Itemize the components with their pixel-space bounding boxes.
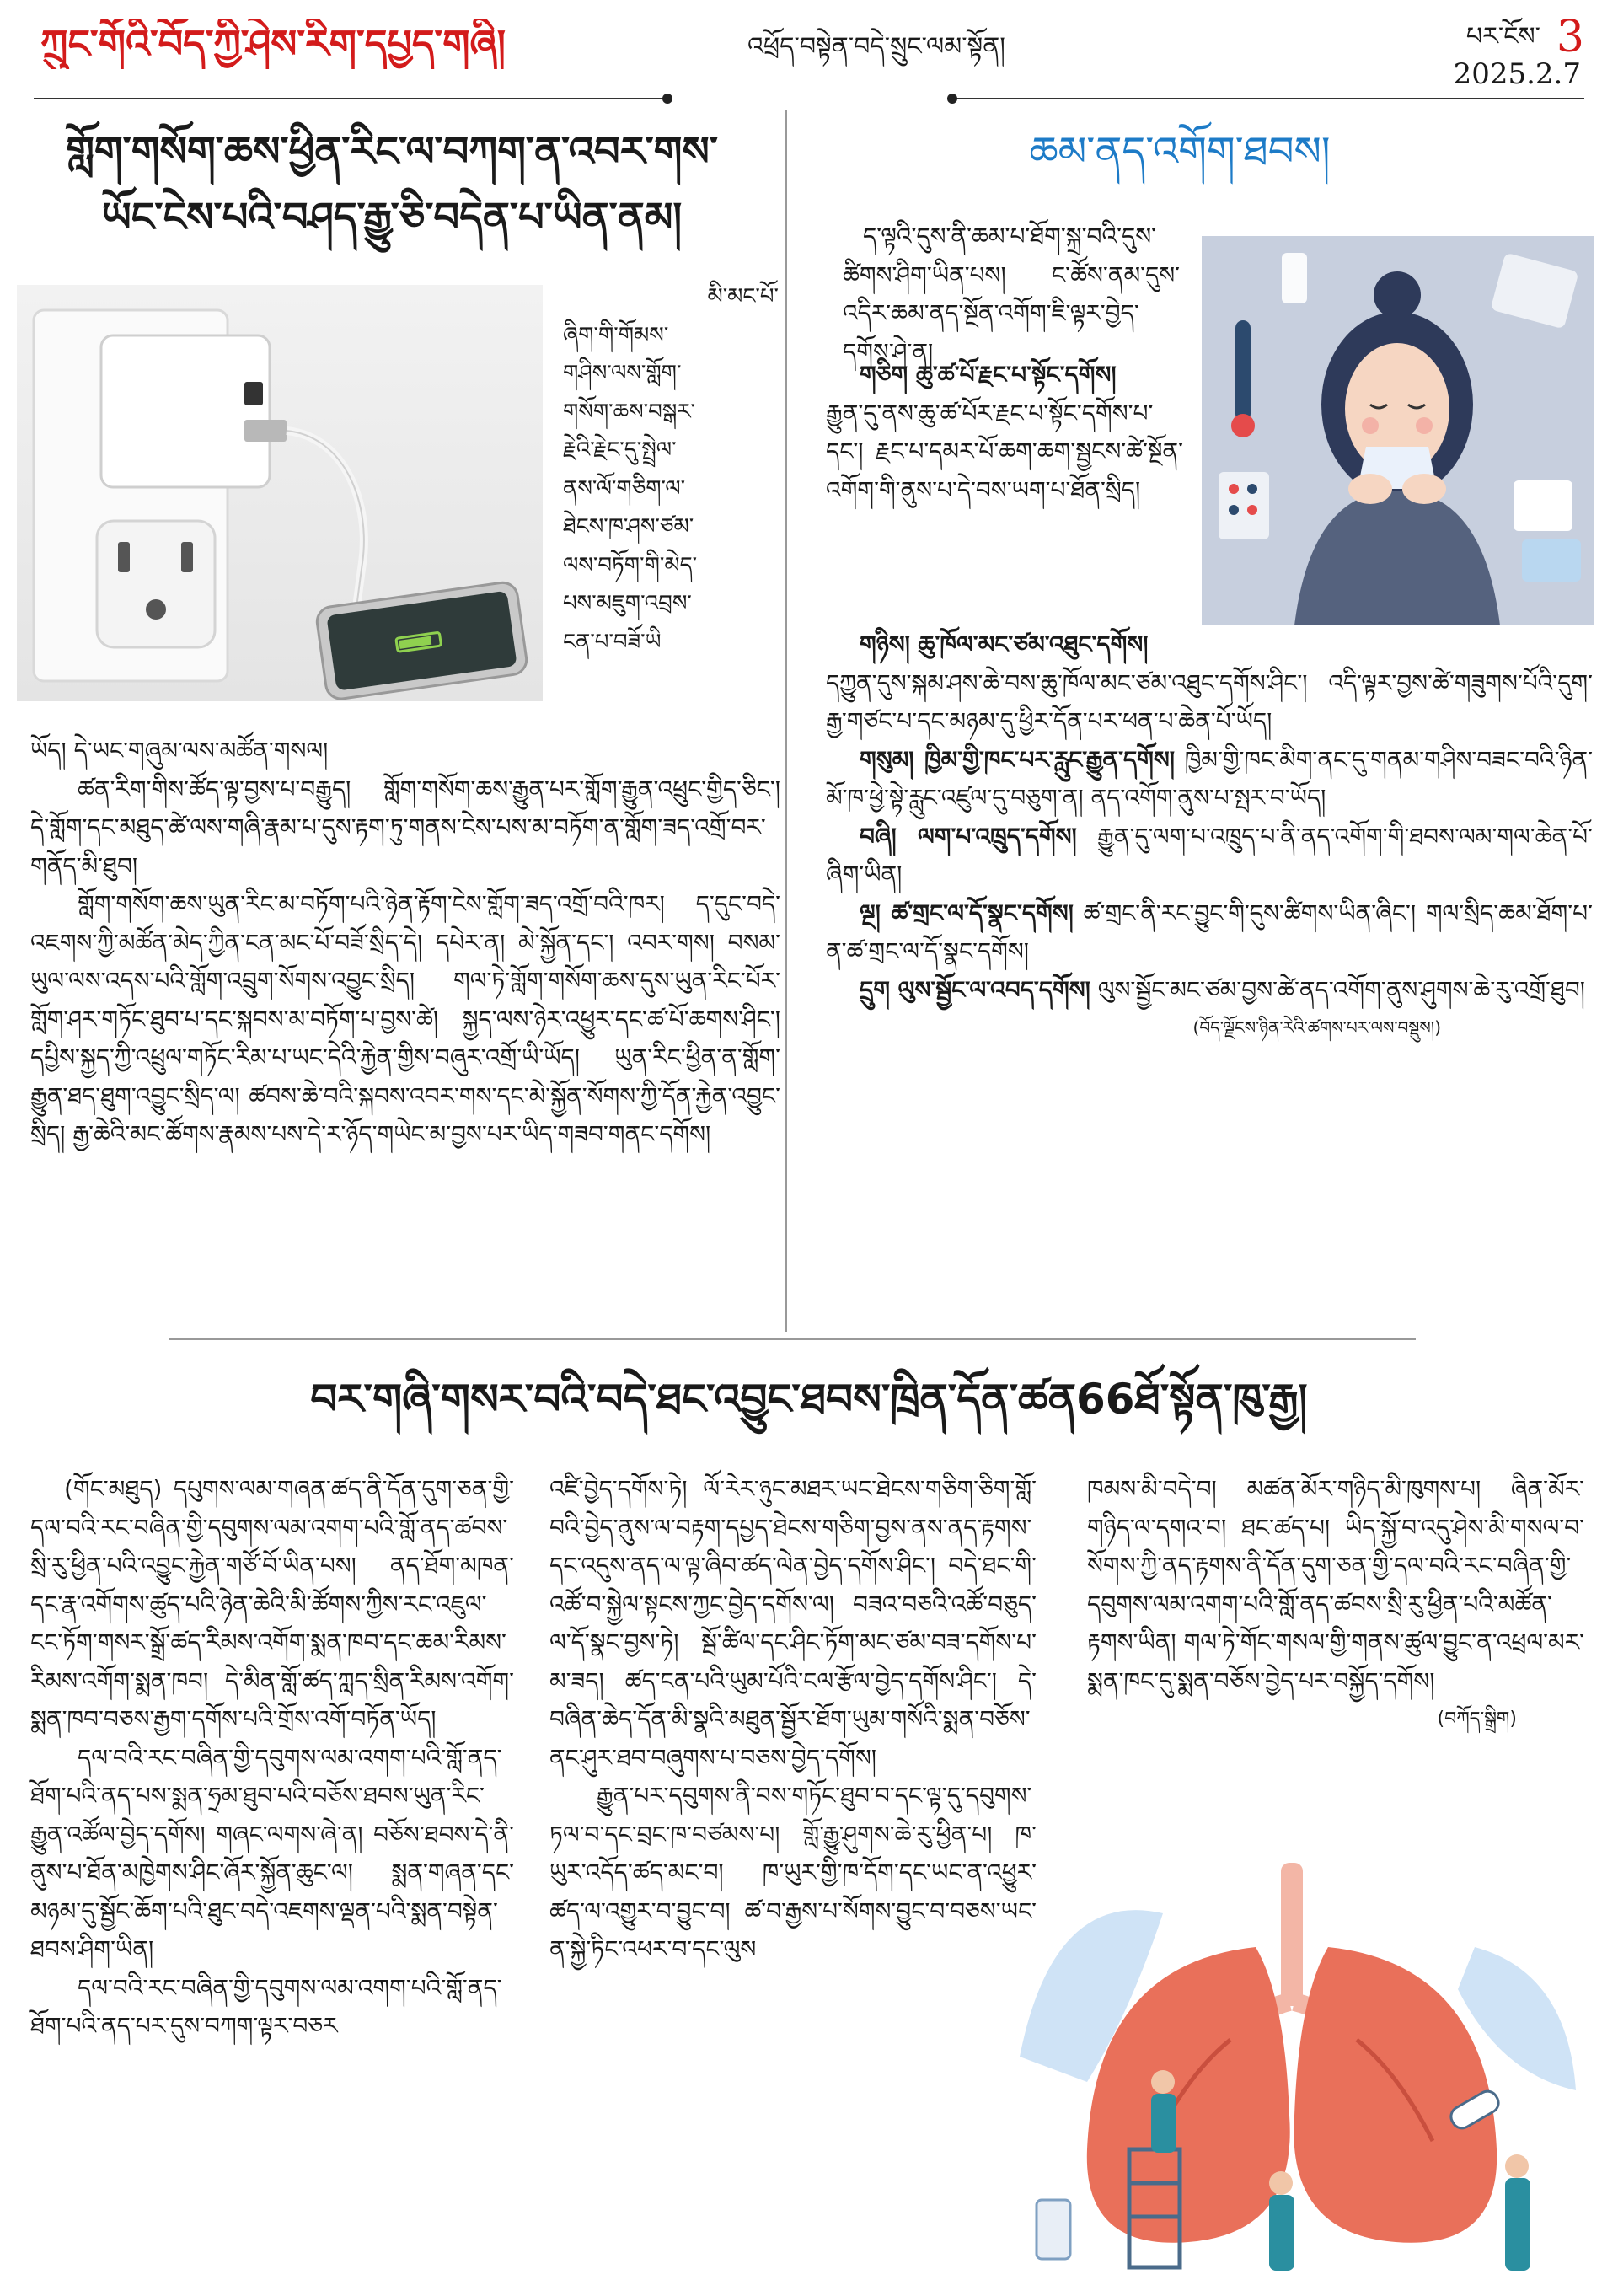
article1-body xyxy=(30,732,780,1154)
side-line: ཞིག་གི་གོམས་ xyxy=(563,322,669,348)
point-text: རྒྱུན་དུ་ནས་ཆུ་ཚ་པོར་རྗང་པ་སྟོང་དགོས་པ་དང་། རྗང་པ་དམར་པོ་ཆག་ཆག་སྦྱངས་ཚེ་སྔོན་འགོག་གི་ནུས་པ་དེ་བས་ཡག་པ་ཐོན་སྲིད། xyxy=(826,399,1183,504)
header-rule-dot xyxy=(662,94,672,104)
point-text: ལུས་སྦྱོང་མང་ཙམ་བྱས་ཚེ་ནད་འགོག་ནུས་ཤུགས་ཆེ་རུ་འགྲོ་ཐུབ། xyxy=(1097,975,1585,1004)
point-heading-text: གཅིག ཆུ་ཚ་པོ་རྗང་པ་སྟོང་དགོས། xyxy=(860,361,1117,389)
article3-col3 xyxy=(1087,1470,1584,1738)
side-line: མི་མང་པོ་ xyxy=(707,284,779,309)
point-heading-text: གསུམ། ཁྱིམ་གྱི་ཁང་པར་རླུང་རྒྱུན་དགོས། xyxy=(860,745,1176,774)
header-rule-dot xyxy=(947,94,957,104)
lungs-doctors-illustration xyxy=(1003,1846,1593,2284)
article1-paragraph: ཚན་རིག་གིས་ཚོད་ལྟ་བྱས་པ་བརྒྱུད། གློག་གསོག་ཆས་རྒྱུན་པར་གློག་རྒྱུན་འཕྲུང་གྱིད་ཅིང་། དེ་གློག་དང་མཐུད་ཚེ་ལས་གཞི་རྣམ་པ་དུས་རྟག་ཏུ་གནས་ངེས་པས་མ་བཏོག་ན་གློག་ཟད་འགྲོ་བར་གནོད་མི་ཐུབ། xyxy=(30,775,780,880)
point-heading xyxy=(826,818,1593,894)
article3-paragraph: འཛི་བྱེད་དགོས་ཏེ། ལོ་རེར་ཉུང་མཐར་ཡང་ཐེངས་གཅིག་ཅིག་གློ་བའི་བྱེད་ནུས་ལ་བརྟག་དཔྱད་ཐེངས་གཅིག་བྱས་ནས་ནད་རྟགས་དང་འདུས་ནད་ལ་ལྟ་ཞིབ་ཚད་ལེན་བྱེད་དགོས་ཤིང་། བདེ་ཐང་གི་འཚོ་བ་སྐྱེལ་སྟངས་ཀྱང་བྱེད་དགོས་ལ། བཟའ་བཅའི་འཚོ་བཅུད་ལ་དོ་སྣང་བྱས་ཏེ། སྦོ་ཚིལ་དང་ཤིང་ཏོག་མང་ཙམ་བཟ་དགོས་པ་མ་ཟད། ཚད་ངན་པའི་ཡུམ་པོའི་ངལ་རྩོལ་བྱེད་དགོས་ཤིང་། དེ་བཞིན་ཆེད་དོན་མི་སྣའི་མཐུན་སྦྱོར་ཐོག་ཡུམ་གསོའི་སྨན་བཅོས་ནང་ཤུར་ཐབ་བཞུགས་པ་བཅས་བྱེད་དགོས། xyxy=(549,1475,1037,1772)
publication-name: འཕྲོད་བསྟེན་བདེ་སྲུང་ལམ་སྟོན། xyxy=(747,32,1005,62)
point-text: དཀྱུན་དུས་སྐམ་ཤས་ཆེ་བས་ཆུ་ཁོལ་མང་ཙམ་འཐུང་དགོས་ཤིང་། འདི་ལྟར་བྱས་ཚེ་གཟུགས་པོའི་དུག་རྒྱ་གཙང་པ་དང་མཉམ་དུ་ཕྱིར་དོན་པར་ཕན་པ་ཆེན་པོ་ཡོད། xyxy=(826,668,1593,735)
header-rule-left xyxy=(34,98,667,99)
article1-paragraph: ཡོད། དེ་ཡང་གཞུམ་ལས་མཚོན་གསལ། xyxy=(30,737,329,764)
side-line: ངན་པ་བཟོ་ཡི xyxy=(563,629,662,655)
side-line: ཐེངས་ཁ་ཤས་ཙམ་ xyxy=(563,514,694,539)
article2-intro: ད་ལྟའི་དུས་ནི་ཆམ་པ་ཐོག་སྐྲ་བའི་དུས་ཚིགས་ཤིག་ཡིན་པས། ང་ཚོས་ནམ་དུས་འདིར་ཆམ་ནད་སྔོན་འགོག་ཇི་ལྟར་བྱེད་དགོས་ཤེ་ན། xyxy=(843,223,1180,366)
lungs-illustration xyxy=(1003,1846,1593,2284)
point-heading-text: དྲུག ལུས་སྦྱོང་ལ་འབད་དགོས། xyxy=(860,975,1090,1004)
charger-photo xyxy=(17,285,543,701)
newspaper-masthead: ཀྲུང་གོའི་བོད་ཀྱི་ཤེས་རིག་དཔྱད་གཞི། xyxy=(40,21,506,67)
point-text: ཁྱིམ་གྱི་ཁང་མིག་ནང་དུ་གནམ་གཤིས་བཟང་བའི་ཉིན་མོ་ཁ་ཕྱེ་སྟེ་རླུང་འཛུལ་དུ་བཅུག་ན། ནད་འགོག་ནུས་པ་སྤར་བ་ཡོད། xyxy=(826,745,1593,812)
side-line: ནས་ལོ་གཅིག་ལ་ xyxy=(563,475,686,502)
header-rule-right xyxy=(951,98,1584,99)
point-heading-text: གཉིས། ཆུ་ཁོལ་མང་ཙམ་འཐུང་དགོས། xyxy=(860,630,1149,658)
point-text: རྒྱུན་དུ་ལག་པ་འཁྲུད་པ་ནི་ནད་འགོག་གི་ཐབས་ལམ་གལ་ཆེན་པོ་ཞིག་ཡིན། xyxy=(826,822,1594,888)
point-heading-text: བཞི། ལག་པ་འཁྲུད་དགོས། xyxy=(860,822,1077,850)
page-label: པར་ངོས་ xyxy=(1465,22,1540,51)
point-heading xyxy=(826,894,1593,971)
article3-title: བར་གཞི་གསར་བའི་བདེ་ཐང་འབྱུང་ཐབས་ཁྲིན་དོན་ཚན66ཐོ་སྟོན་ཁུ་རྒྱ། xyxy=(310,1375,1308,1424)
article3-col1 xyxy=(30,1470,514,2046)
side-line: པས་མཇུག་འབྲས་ xyxy=(563,591,692,616)
article2-title: ཆམ་ནད་འགོག་ཐབས། xyxy=(1029,128,1331,175)
charger-illustration xyxy=(17,285,543,701)
side-line: གསོག་ཆས་བསྒར་ xyxy=(563,399,696,425)
point-text: ཚ་གྲང་ནི་རང་བྱུང་གི་དུས་ཚིགས་ཡིན་ཞིང་། གལ་སྲིད་ཆམ་ཐོག་པ་ན་ཚ་གྲང་ལ་དོ་སྣང་དགོས། xyxy=(826,899,1593,965)
point-heading xyxy=(826,971,1593,1010)
section-divider xyxy=(169,1338,1416,1340)
article1-title-line2: ཡོང་ངེས་པའི་བཤད་རྒྱུ་ཅི་བདེན་པ་ཡིན་ནམ། xyxy=(101,194,683,241)
article1-side-column xyxy=(563,278,779,662)
article3-paragraph: དལ་བའི་རང་བཞིན་གྱི་དབུགས་ལམ་འགག་པའི་གློ་ནད་ཐོག་པའི་ནད་པས་སྨན་ཧྲམ་ཐུབ་པའི་བཅོས་ཐབས་ཡུན་རིང་རྒྱུན་འཚོལ་བྱེད་དགོས། གཞང་ལགས་ཞེ་ན། བཅོས་ཐབས་དེ་ནི་ནུས་པ་ཐོན་མཁྱེགས་ཤིང་ཞོར་སྐྱོན་ཆུང་ལ། སྨན་གཞན་དང་མཉམ་དུ་སྦྱོང་ཆོག་པའི་ཐུང་བདེ་འཇགས་ལྡན་པའི་སྨན་བསྟེན་ཐབས་ཤིག་ཡིན། xyxy=(30,1743,514,1963)
sick-woman-illustration xyxy=(1202,236,1594,625)
flu-illustration xyxy=(1202,236,1594,625)
article3-source: (བཀོད་སྒྲིག) xyxy=(1437,1709,1517,1730)
article3-paragraph: ཁམས་མི་བདེ་བ། མཚན་མོར་གཉིད་མི་ཁུགས་པ། ཞིན་མོར་གཉིད་ལ་དགའ་བ། ཐང་ཚད་པ། ཡིད་སྐྱོ་བ་འདུ་ཤེས་མི་གསལ་བ་སོགས་ཀྱི་ནད་རྟགས་ནི་དོན་དུག་ཅན་གྱི་དལ་བའི་རང་བཞིན་གྱི་དབུགས་ལམ་འགག་པའི་གློ་ནད་ཚབས་སྲི་རུ་ཕྱིན་པའི་མཚོན་རྟགས་ཡིན། གལ་ཏེ་གོང་གསལ་གྱི་གནས་ཚུལ་བྱུང་ན་འཕྲལ་མར་སྨན་ཁང་དུ་སྨན་བཅོས་བྱེད་པར་བསྐྱོད་དགོས། xyxy=(1087,1475,1584,1695)
article2-source: (བོད་ལྗོངས་ཉིན་རེའི་ཚགས་པར་ལས་བསྡུས།) xyxy=(1192,1017,1441,1038)
article1-title-line1: གློག་གསོག་ཆས་ཕྱིན་རིང་ལ་བཀག་ན་འབར་གས་ xyxy=(66,128,718,175)
article2-points xyxy=(826,356,1183,509)
point-heading-text: ལྔ། ཚ་གྲང་ལ་དོ་སྣང་དགོས། xyxy=(860,899,1074,927)
point-heading xyxy=(826,356,1183,394)
column-divider xyxy=(785,110,787,1332)
article2-points-wide xyxy=(826,625,1593,1047)
article3-col2 xyxy=(549,1470,1037,1969)
point-heading xyxy=(826,625,1593,664)
publication-date: 2025.2.7 xyxy=(1453,57,1581,91)
page-number: 3 xyxy=(1556,12,1584,62)
article3-paragraph: དལ་བའི་རང་བཞིན་གྱི་དབུགས་ལམ་འགག་པའི་གློ་ནད་ཐོག་པའི་ནད་པར་དུས་བཀག་ལྟར་བཅར xyxy=(30,1973,502,2040)
article3-paragraph: རྒྱུན་པར་དབུགས་ནི་བས་གཏོང་ཐུབ་བ་དང་ལྟ་དུ་དབུགས་ཏལ་བ་དང་བྲང་ཁ་བཙམས་པ། གློ་རྒྱུ་ཤུགས་ཆེ་རུ་ཕྱིན་པ། ཁ་ཡུར་འདོད་ཚད་མང་བ། ཁ་ཡུར་གྱི་ཁ་དོག་དང་ཡང་ན་འཕྱུར་ཚད་ལ་འགྱུར་བ་བྱུང་བ། ཚ་བ་རྒྱས་པ་སོགས་བྱུང་བ་བཅས་ཡང་ན་སྐྱེ་ཏིང་འཕར་བ་དང་ལུས xyxy=(549,1782,1037,1963)
side-line: རྗེའི་རྗེང་དུ་སྤྲེལ་ xyxy=(563,437,677,463)
point-heading xyxy=(826,741,1593,818)
article1-paragraph: གློག་གསོག་ཆས་ཡུན་རིང་མ་བཏོག་པའི་ཉེན་རྟོག་ངེས་གློག་ཟད་འགྲོ་བའི་ཁར། ད་དུང་བདེ་འཇགས་ཀྱི་མཚོན་མེད་ཀྱིན་ངན་མང་པོ་བཟོ་སྲིད་དེ། དཔེར་ན། མེ་སྐྱོན་དང་། འབར་གས། བསམ་ཡུལ་ལས་འདས་པའི་གློག་འབྲུག་སོགས་འབྱུང་སྲིད། གལ་ཏེ་གློག་གསོག་ཆས་དུས་ཡུན་རིང་པོར་གློག་ཤར་གཏོང་ཐུབ་པ་དང་སྐབས་མ་བཏོག་པ་བྱས་ཚེ། སྐྱད་ལས་ཉེར་འཕྱུར་དང་ཚ་པོ་ཆགས་ཤིང་། དཔྱིས་སྐྱད་ཀྱི་འཕྲུལ་གཏོང་རིམ་པ་ཡང་དེའི་རྐྱེན་གྱིས་བཞུར་འགྲོ་ཡི་ཡོད། ཡུན་རིང་ཕྱིན་ན་གློག་རྒྱུན་ཐད་ཐུག་འབྱུང་སྲིད་ལ། ཚབས་ཆེ་བའི་སྐབས་འབར་གས་དང་མེ་སྐྱོན་སོགས་ཀྱི་དོན་རྐྱེན་འབྱུང་སྲིད། རྒྱ་ཆེའི་མང་ཚོགས་རྣམས་པས་དེ་ར་ཉོད་གཡེང་མ་བྱས་པར་ཡིད་གཟབ་གནང་དགོས། xyxy=(30,890,780,1148)
article3-paragraph: (གོང་མཐུད) དཔུགས་ལམ་གཞན་ཚད་ནི་དོན་དུག་ཅན་གྱི་དལ་བའི་རང་བཞིན་གྱི་དབུགས་ལམ་འགག་པའི་གློ་ནད་ཚབས་སྲི་རུ་ཕྱིན་པའི་འབྱུང་རྐྱེན་གཙོ་བོ་ཡིན་པས། ནད་ཐོག་མཁན་དང་རྣ་འགོགས་ཚུད་པའི་ཉེན་ཆེའི་མི་ཚོགས་ཀྱིས་རང་འཇུལ་ངང་ཏོག་གསར་སྒྲོ་ཚད་རིམས་འགོག་སྨན་ཁབ་དང་ཆམ་རིམས་རིམས་འགོག་སྨན་ཁབ། དེ་མིན་གློ་ཚད་ཀླད་སྲིན་རིམས་འགོག་སྨན་ཁབ་བཅས་རྒྱག་དགོས་པའི་གྲོས་འགོ་བཏོན་ཡོད། xyxy=(30,1475,514,1733)
side-line: གཤིས་ལས་གློག་ xyxy=(563,361,682,386)
side-line: ལས་བཏོག་གི་མེད་ xyxy=(563,552,698,578)
